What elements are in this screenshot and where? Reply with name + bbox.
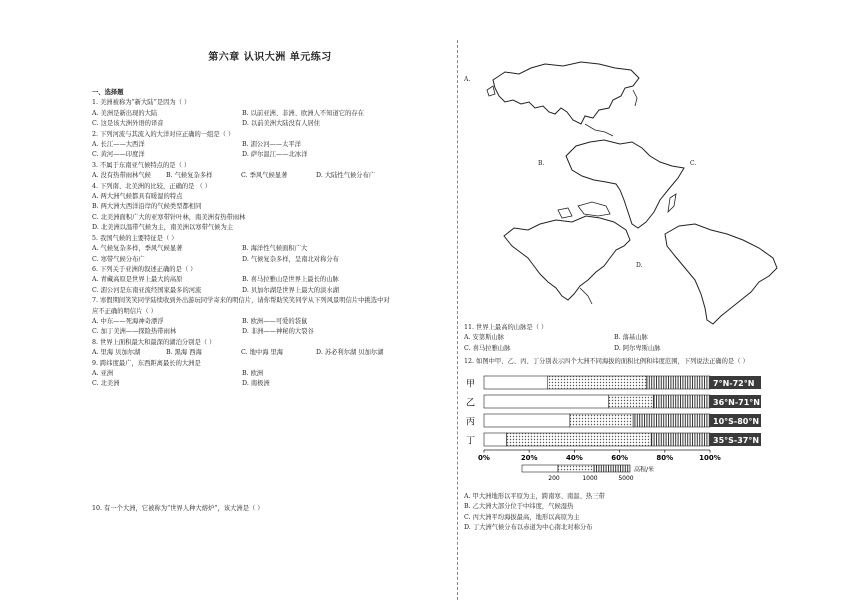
range-label: 7°N-72°N (713, 379, 755, 388)
option-a: A. 美洲是新出现的大陆 (92, 109, 158, 117)
elevation-latitude-chart (464, 372, 764, 490)
option-c: C. 地中海 里海 (241, 349, 284, 357)
option-c: C. 湄公河是东南亚流经国家最多的河流 (92, 286, 202, 294)
option-a: A. 青藏高原是世界上最大的高原 (92, 276, 183, 284)
option-a: A. 亚洲 (92, 369, 114, 377)
map-north-america (500, 200, 640, 310)
option-d: D. 大陆性气候分布广 (316, 172, 376, 180)
option-c: C. 这是该大洲外语的译音 (92, 120, 164, 128)
option-b: B. 两大洲大西洋沿岸的气候类型都相同 (92, 203, 202, 211)
legend-unit: 高程/米 (634, 466, 655, 474)
left-column (92, 88, 452, 390)
question-11 (464, 323, 804, 354)
option-d: D. 贝加尔湖是世界上最大的淡水湖 (242, 286, 339, 294)
bar-segment-200 (484, 376, 547, 389)
option-b: B. 欧洲 (242, 369, 264, 377)
question-12-options (464, 492, 605, 534)
option-d: D. 气候复杂多样，呈南北对称分布 (242, 255, 339, 263)
category-label: 丙 (466, 417, 476, 428)
category-label: 乙 (466, 398, 476, 409)
bar-segment-1000 (507, 433, 652, 446)
x-tick-label: 40% (566, 454, 583, 462)
x-tick-label: 0% (478, 454, 490, 462)
option-d: D. 北美洲以温带气候为主，南美洲以寒带气候为主 (92, 224, 234, 232)
option-b: B. 湄公河——太平洋 (242, 141, 302, 149)
option-c: C. 寒带气候分布广 (92, 255, 145, 263)
option-d: D. 非洲——神秘的大裂谷 (242, 328, 314, 336)
question-stem: 7. 寒假期间笑笑同学陆续收到外出游玩同学寄来的明信片，请你帮助笑笑同学从下列风景明信片中挑选中对 (92, 297, 390, 305)
map-asia (485, 50, 645, 140)
legend-swatch-5000 (594, 465, 630, 472)
option-b: B. 落基山脉 (614, 334, 648, 342)
question-1 (92, 98, 452, 129)
question-stem: 5. 我国气候的主要特征是（ ） (92, 234, 178, 242)
question-4 (92, 182, 452, 234)
legend-label: 1000 (582, 475, 598, 482)
question-5 (92, 234, 452, 265)
legend-swatch-200 (522, 465, 558, 472)
bar-segment-5000 (654, 395, 711, 408)
question-stem: 8. 世界上面积最大和最深的湖泊分别是（ ） (92, 338, 216, 346)
question-3 (92, 161, 452, 182)
option-d: D. 苏必利尔湖 贝加尔湖 (316, 349, 384, 357)
option-d: D. 南极洲 (242, 380, 270, 388)
bar-segment-200 (484, 395, 608, 408)
option-a: A. 安第斯山脉 (464, 334, 505, 342)
question-2 (92, 130, 452, 161)
option-a: A. 气候复杂多样，季风气候显著 (92, 245, 183, 253)
question-stem: 3. 不属于东南亚气候特点的是（ ） (92, 161, 191, 169)
bar-segment-5000 (651, 433, 710, 446)
bar-segment-200 (484, 414, 570, 427)
option-c: C. 丙大洲平均海拔最高，地形以高原为主 (464, 513, 580, 521)
option-b: B. 黑海 西海 (166, 349, 202, 357)
category-label: 丁 (466, 436, 476, 447)
question-12-stem: 12. 如图中甲、乙、丙、丁分别表示四个大洲不同海拔的面积比例和纬度范围，下列说法正确的是（ ） (464, 358, 749, 365)
question-stem: 9. 跨纬度最广，东西距离最长的大洲是 (92, 359, 201, 367)
question-stem-cont: 应不正确的明信片（ ） (92, 307, 157, 315)
option-d: D. 阿尔卑斯山脉 (614, 344, 661, 352)
bar-segment-5000 (647, 376, 710, 389)
bar-segment-1000 (570, 414, 633, 427)
map-label-a: A. (464, 76, 471, 83)
option-b: B. 喜马拉雅山是世界上最长的山脉 (242, 276, 339, 284)
bar-segment-1000 (547, 376, 646, 389)
option-a: A. 中东——死海神奇漂浮 (92, 317, 164, 325)
x-tick-label: 100% (699, 454, 721, 462)
option-d: D. 以前美洲大陆没有人居住 (242, 120, 321, 128)
option-b: B. 海洋性气候面积广大 (242, 245, 308, 253)
legend-label: 200 (548, 475, 560, 482)
question-stem: 1. 美洲被称为“新大陆”是因为（ ） (92, 99, 191, 107)
question-8 (92, 338, 452, 359)
map-label-d: D. (636, 262, 643, 269)
map-label-b: B. (538, 160, 545, 167)
section-heading: 一、选择题 (92, 89, 124, 96)
option-a: A. 甲大洲地形以平原为主，跨南寒、南温、热三带 (464, 493, 605, 500)
question-9 (92, 359, 452, 390)
option-a: A. 两大洲气候都具有暖湿的特点 (92, 193, 183, 201)
legend-label: 5000 (618, 475, 634, 482)
option-c: C. 黄河——印度洋 (92, 151, 145, 159)
option-b: B. 以前亚洲、非洲、欧洲人不知道它的存在 (242, 109, 364, 117)
legend-swatch-1000 (558, 465, 594, 472)
question-stem: 6. 下列关于亚洲的叙述正确的是（ ） (92, 265, 197, 273)
bar-segment-1000 (608, 395, 653, 408)
option-a: A. 里海 贝加尔湖 (92, 349, 141, 357)
question-stem: 11. 世界上最高的山脉是（ ） (464, 324, 548, 331)
option-c: C. 北美洲 (92, 380, 120, 388)
column-divider (457, 40, 458, 600)
x-tick-label: 60% (611, 454, 628, 462)
range-label: 10°S-80°N (713, 417, 760, 426)
option-d: D. 丁大洲气候分布以赤道为中心南北对称分布 (464, 524, 593, 532)
question-6 (92, 265, 452, 296)
option-c: C. 北美洲面积广大的亚寒带针叶林，南美洲有热带雨林 (92, 213, 246, 221)
option-c: C. 加丁美洲——探险热带雨林 (92, 328, 177, 336)
option-d: D. 萨尔温江——北冰洋 (242, 151, 308, 159)
x-tick-label: 80% (656, 454, 674, 462)
option-c: C. 季风气候显著 (241, 172, 288, 180)
map-south-america (655, 220, 785, 330)
question-stem: 4. 下列南、北美洲的比较，正确的是 （ ） (92, 182, 212, 190)
option-b: B. 气候复杂多样 (166, 172, 213, 180)
page-title: 第六章 认识大洲 单元练习 (208, 52, 332, 63)
bar-segment-5000 (633, 414, 710, 427)
x-tick-label: 20% (520, 454, 538, 462)
question-stem: 2. 下列河流与其流入的大洋对应正确的一组是（ ） (92, 130, 235, 138)
map-label-c: C. (690, 160, 697, 167)
option-a: A. 没有热带雨林气候 (92, 172, 151, 180)
question-7 (92, 296, 452, 338)
range-label: 36°N-71°N (713, 398, 760, 407)
option-a: A. 长江——大西洋 (92, 141, 145, 149)
option-b: B. 乙大洲大部分位于中纬度，气候湿热 (464, 503, 574, 511)
bar-segment-200 (484, 433, 507, 446)
range-label: 35°S-37°N (713, 436, 760, 445)
category-label: 甲 (466, 379, 476, 390)
option-c: C. 喜马拉雅山脉 (464, 344, 511, 352)
question-10: 10. 有一个大洲，它被称为“世界人种大熔炉”，该大洲是（ ） (92, 505, 264, 512)
option-b: B. 欧洲——可爱的袋鼠 (242, 317, 308, 325)
